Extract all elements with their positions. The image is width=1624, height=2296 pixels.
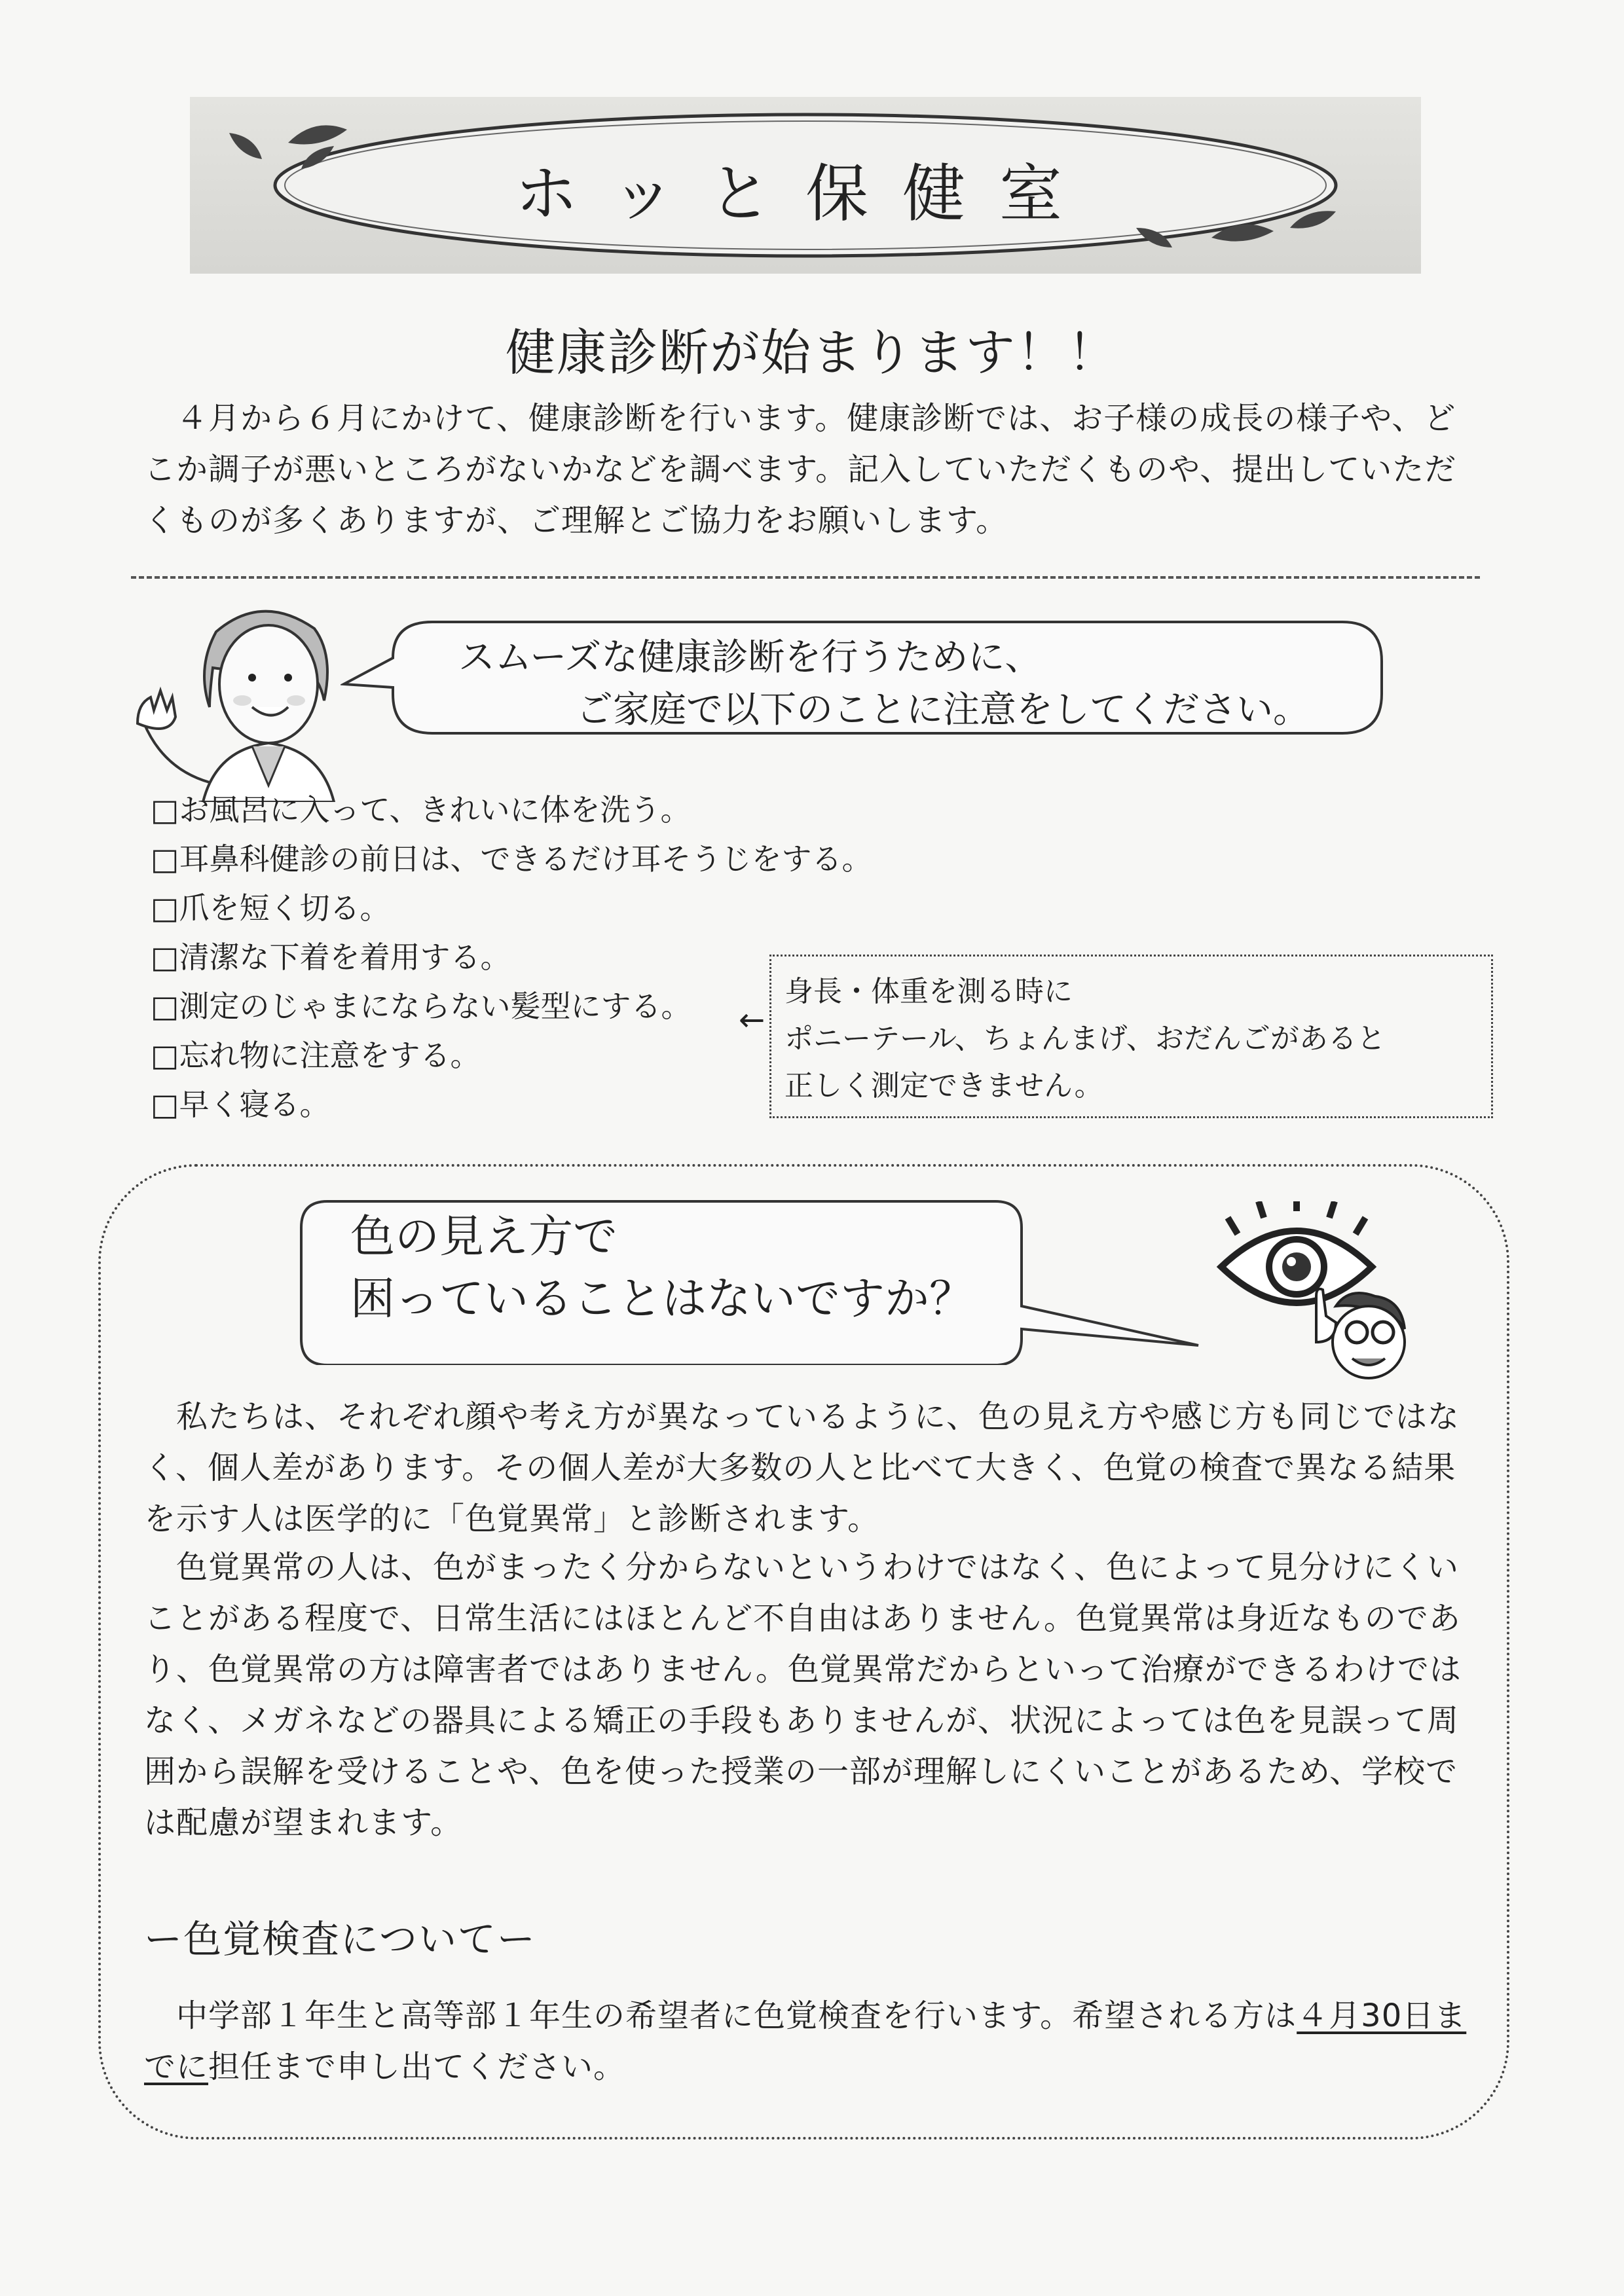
- checklist-item: □爪を短く切る。: [151, 890, 390, 926]
- color-vision-paragraph-1: 私たちは、それぞれ顔や考え方が異なっているように、色の見え方や感じ方も同じではなく、個人差があります。その個人差が大多数の人と比べて大きく、色覚の検査で異なる結果を示す人は医学的に「色覚異常」と診断されます。: [144, 1398, 1460, 1537]
- dashed-divider: [131, 576, 1480, 579]
- note-line: 身長・体重を測る時に: [784, 975, 1073, 1008]
- banner-title: ホッと保健室: [515, 157, 1096, 230]
- color-test-paragraph: [144, 1990, 1480, 2092]
- checklist-item: □測定のじゃまにならない髪型にする。: [151, 989, 692, 1024]
- eye-icon: [1221, 1201, 1372, 1303]
- eye-and-boy-illustration: [1211, 1201, 1428, 1398]
- boy-icon: [1316, 1289, 1405, 1378]
- checklist-item: □早く寝る。: [151, 1087, 330, 1122]
- test-text: 中学部１年生と高等部１年生の希望者に色覚検査を行います。希望される方は: [144, 1997, 1297, 2034]
- checklist: [151, 786, 872, 1129]
- test-text: 担任まで申し出てください。: [208, 2049, 626, 2085]
- left-arrow-icon: ←: [739, 1002, 766, 1038]
- checklist-item: □お風呂に入って、きれいに体を洗う。: [151, 792, 691, 828]
- bubble-text-line: ご家庭で以下のことに注意をしてください。: [576, 689, 1310, 731]
- bubble-text-line: 色の見え方で: [350, 1211, 618, 1263]
- section-heading: ー色覚検査についてー: [144, 1917, 536, 1961]
- note-line: ポニーテール、ちょんまげ、おだんごがあると: [784, 1022, 1386, 1055]
- bubble-text-line: 困っていることはないですか？: [350, 1273, 974, 1325]
- nurse-illustration: [124, 592, 373, 802]
- intro-paragraph: ４月から６月にかけて、健康診断を行います。健康診断では、お子様の成長の様子や、どこか調子が悪いところがないかなどを調べます。記入していただくものや、提出していただくものが多くありますが、ご理解とご協力をお願いします。: [144, 400, 1457, 539]
- checklist-item: □忘れ物に注意をする。: [151, 1038, 481, 1073]
- hairstyle-note-box: [769, 955, 1493, 1118]
- checklist-item: □清潔な下着を着用する。: [151, 939, 511, 975]
- deadline-text: ４月30日までに: [144, 1997, 1467, 2085]
- note-line: 正しく測定できません。: [784, 1069, 1103, 1102]
- headline: 健康診断が始まります！！: [506, 323, 1118, 382]
- checklist-item: □耳鼻科健診の前日は、できるだけ耳そうじをする。: [151, 841, 872, 877]
- bubble-text-line: スムーズな健康診断を行うために、: [458, 636, 1042, 679]
- color-vision-paragraph-2: 色覚異常の人は、色がまったく分からないというわけではなく、色によって見分けにくいことがある程度で、日常生活にはほとんど不自由はありません。色覚異常は身近なものであり、色覚異常の方は障害者ではありません。色覚異常だからといって治療ができるわけではなく、メガネなどの器具による矯正の手段もありませんが、状況によっては色を見誤って周囲から誤解を受けることや、色を使った授業の一部が理解しにくいことがあるため、学校では配慮が望まれます。: [144, 1549, 1462, 1841]
- header-banner: [190, 97, 1421, 274]
